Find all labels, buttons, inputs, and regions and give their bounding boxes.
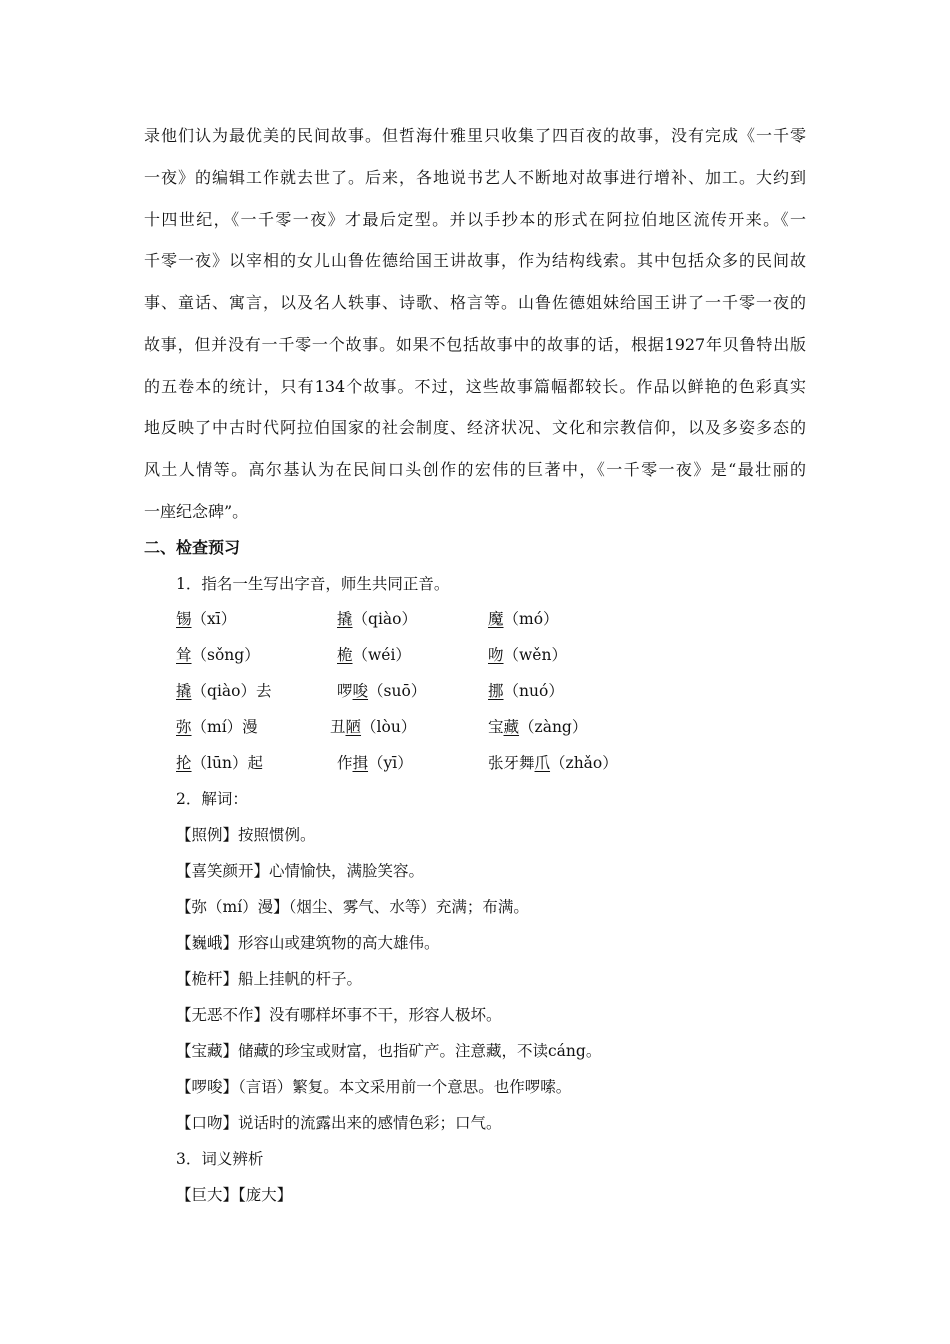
pron-cell: 作揖（yī） [337, 754, 413, 772]
pron-cell: 啰唆（suō） [337, 682, 427, 700]
definition: 【照例】按照惯例。 [176, 826, 316, 844]
pron-cell: 丑陋（lòu） [330, 718, 417, 736]
intro-line-6: 故事，但并没有一千零一个故事。如果不包括故事中的故事的话，根据1927年贝鲁特出版 [144, 335, 806, 354]
pron-cell: 撬（qiào） [337, 610, 417, 628]
definition: 【弥（mí）漫】（烟尘、雾气、水等）充满；布满。 [176, 898, 529, 916]
intro-line-7: 的五卷本的统计，只有134个故事。不过，这些故事篇幅都较长。作品以鲜艳的色彩真实 [144, 377, 806, 396]
section-heading: 二、检查预习 [144, 538, 241, 557]
definition: 【宝藏】储藏的珍宝或财富，也指矿产。注意藏，不读cáng。 [176, 1042, 602, 1060]
pron-cell: 桅（wéi） [337, 646, 411, 664]
intro-line-4: 千零一夜》以宰相的女儿山鲁佐德给国王讲故事，作为结构线索。其中包括众多的民间故 [144, 251, 806, 270]
item1-text: 1．指名一生写出字音，师生共同正音。 [176, 575, 450, 593]
pron-cell: 撬（qiào）去 [176, 682, 272, 700]
definition: 【桅杆】船上挂帆的杆子。 [176, 970, 363, 988]
intro-line-2: 一夜》的编辑工作就去世了。后来，各地说书艺人不断地对故事进行增补、加工。大约到 [144, 168, 806, 187]
definition: 【口吻】说话时的流露出来的感情色彩；口气。 [176, 1114, 502, 1132]
pron-cell: 挪（nuó） [488, 682, 564, 700]
intro-line-5: 事、童话、寓言，以及名人轶事、诗歌、格言等。山鲁佐德姐妹给国王讲了一千零一夜的 [144, 293, 806, 312]
pron-cell: 宝藏（zàng） [488, 718, 588, 736]
pron-cell: 锡（xī） [176, 610, 237, 628]
item3-text: 3．词义辨析 [176, 1150, 264, 1168]
intro-line-10: 一座纪念碑”。 [144, 502, 249, 521]
definition: 【无恶不作】没有哪样坏事不干，形容人极坏。 [176, 1006, 502, 1024]
definition: 【巍峨】形容山或建筑物的高大雄伟。 [176, 934, 440, 952]
item2-text: 2．解词： [176, 790, 248, 808]
pron-cell: 耸（sǒng） [176, 646, 260, 664]
pron-cell: 吻（wěn） [488, 646, 567, 664]
pron-cell: 弥（mí）漫 [176, 718, 258, 736]
pron-cell: 魔（mó） [488, 610, 559, 628]
pron-cell: 抡（lūn）起 [176, 754, 263, 772]
pron-cell: 张牙舞爪（zhǎo） [488, 754, 618, 772]
definition: 【啰唆】（言语）繁复。本文采用前一个意思。也作啰嗦。 [176, 1078, 572, 1096]
definition: 【喜笑颜开】心情愉快，满脸笑容。 [176, 862, 425, 880]
intro-line-1: 录他们认为最优美的民间故事。但哲海什雅里只收集了四百夜的故事，没有完成《一千零 [144, 126, 806, 145]
intro-line-8: 地反映了中古时代阿拉伯国家的社会制度、经济状况、文化和宗教信仰，以及多姿多态的 [144, 418, 806, 437]
item3-words: 【巨大】【庞大】 [176, 1186, 293, 1204]
intro-line-9: 风土人情等。高尔基认为在民间口头创作的宏伟的巨著中，《一千零一夜》是“最壮丽的 [144, 460, 806, 479]
intro-line-3: 十四世纪，《一千零一夜》才最后定型。并以手抄本的形式在阿拉伯地区流传开来。《一 [144, 210, 806, 229]
